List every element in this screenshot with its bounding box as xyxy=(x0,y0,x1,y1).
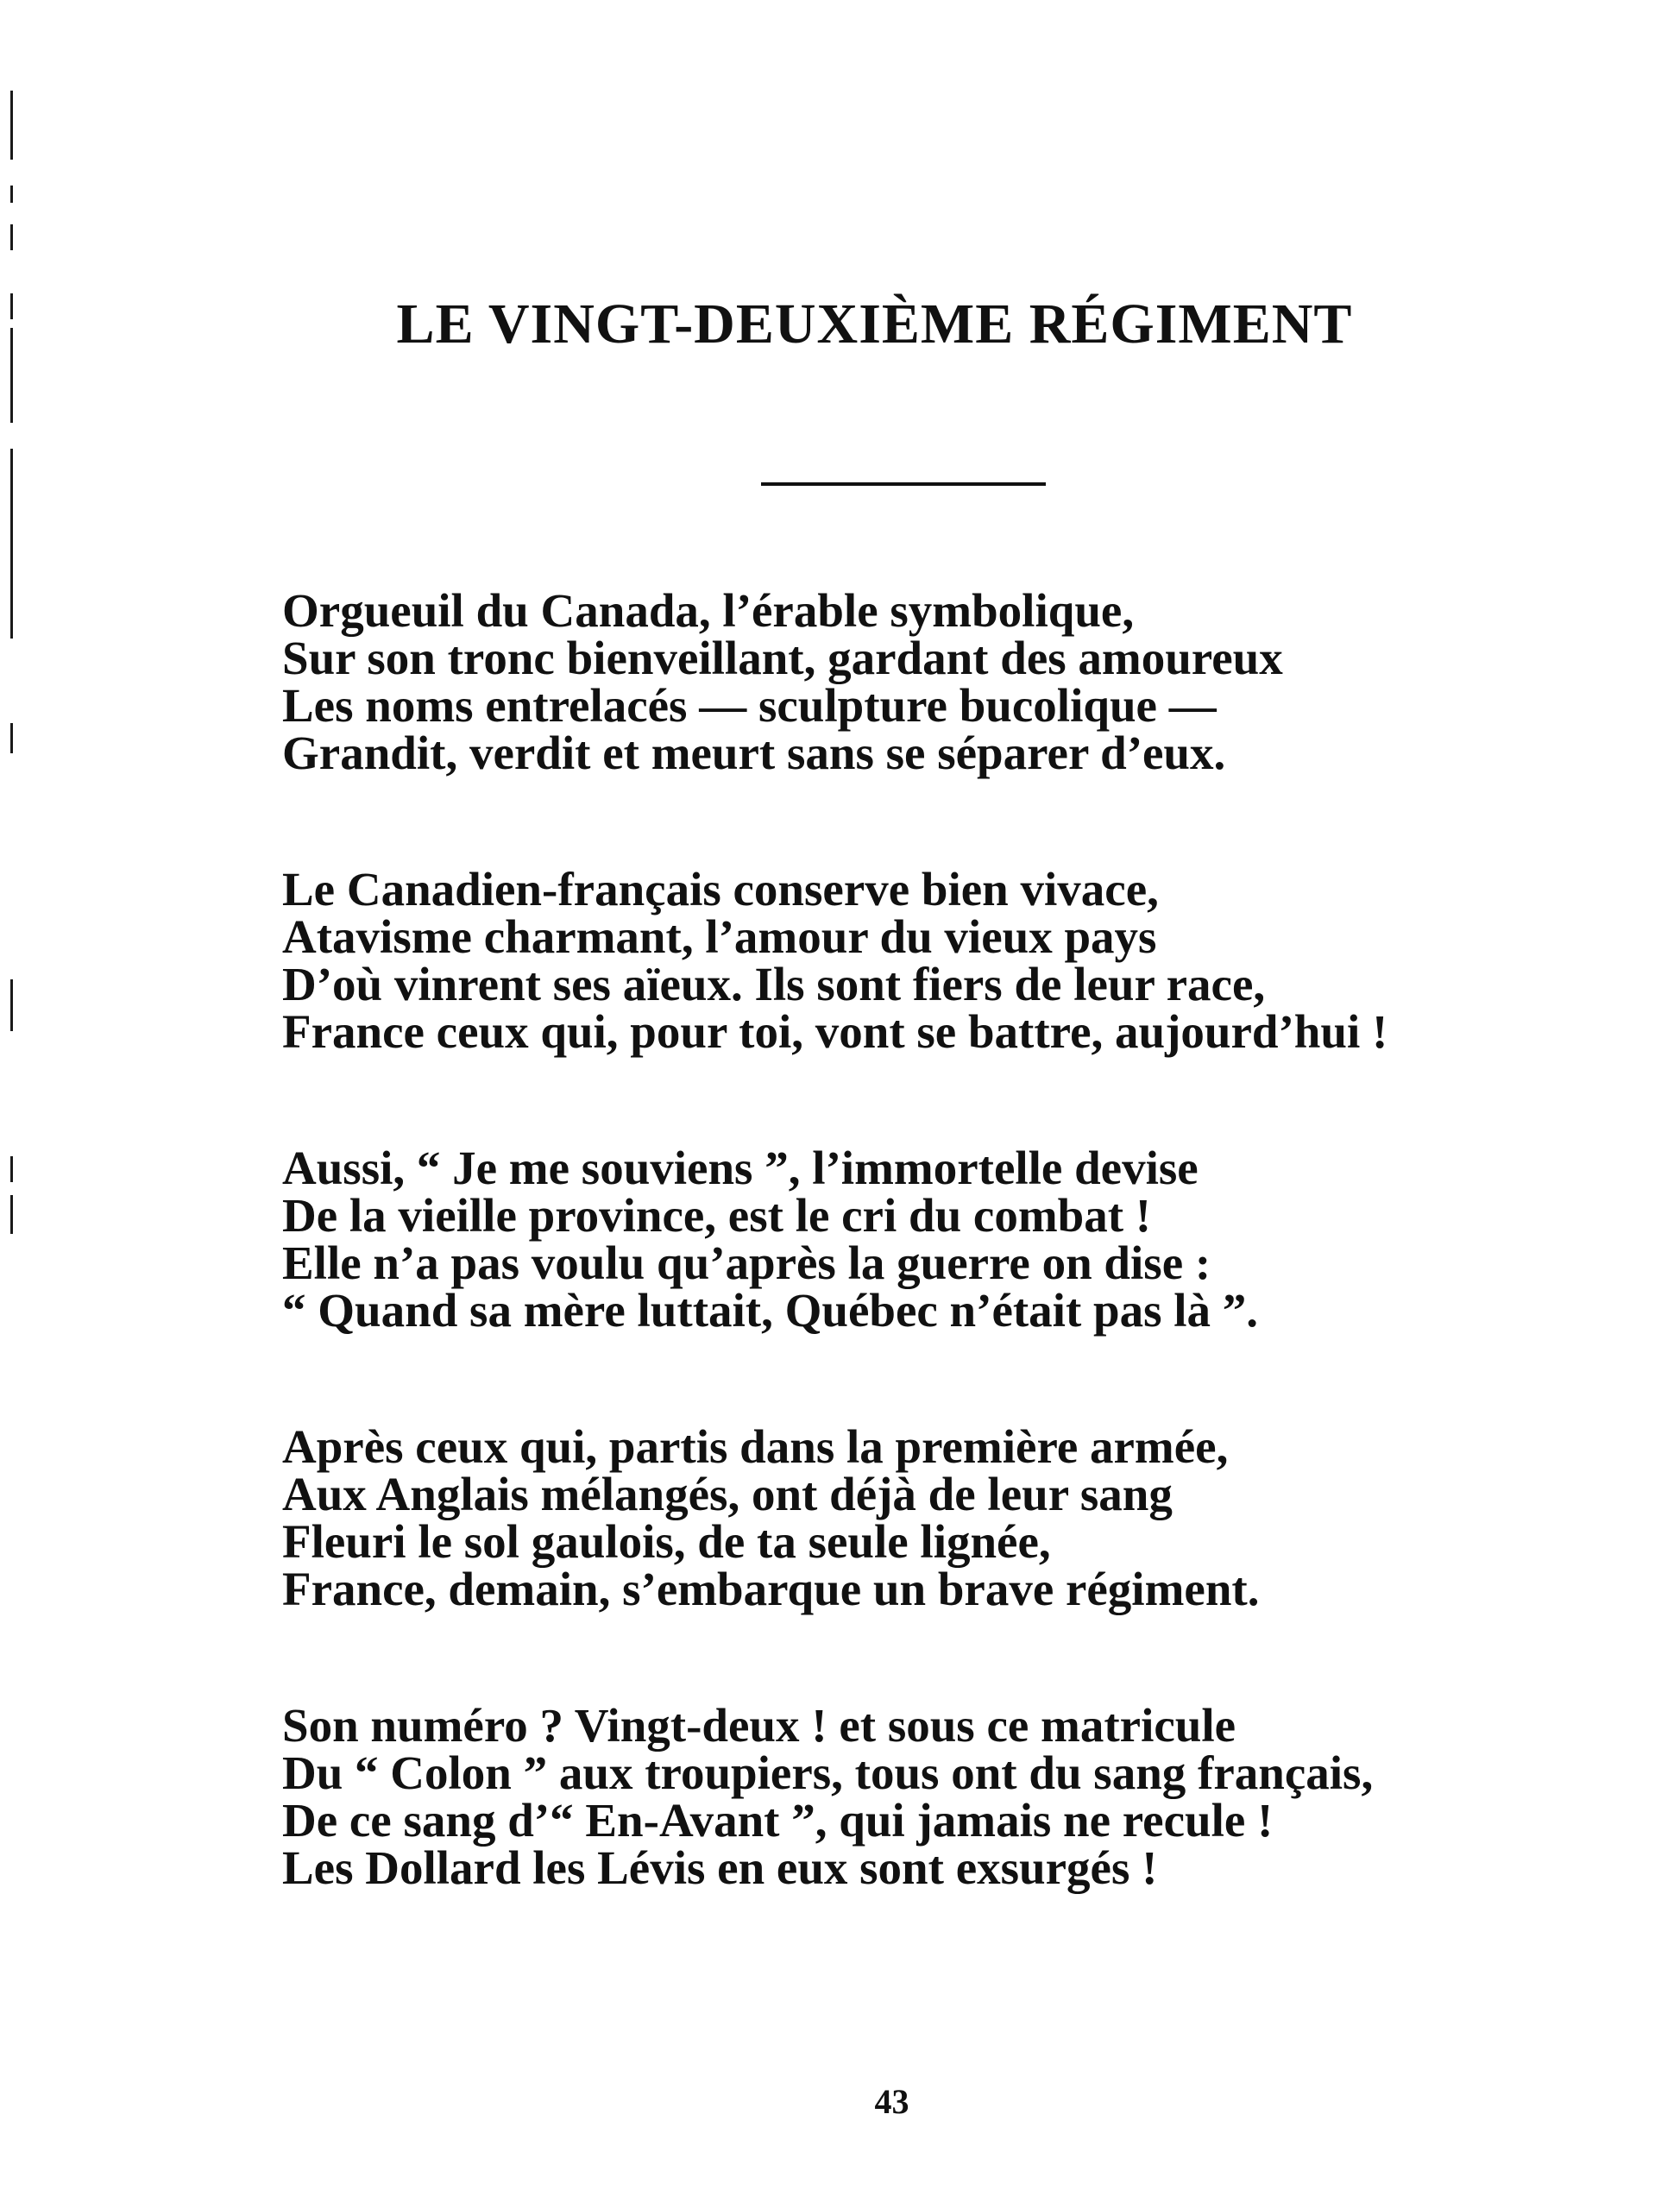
stanza xyxy=(282,1699,1542,1894)
poem-line: France, demain, s’embarque un brave régiment. xyxy=(282,1563,1260,1615)
poem-line: Les Dollard les Lévis en eux sont exsurgés ! xyxy=(282,1841,1158,1894)
poem-line: “ Quand sa mère luttait, Québec n’était pas là ”. xyxy=(282,1284,1259,1337)
poem-line: Son numéro ? Vingt-deux ! et sous ce matricule xyxy=(282,1699,1236,1752)
poem-line: De la vieille province, est le cri du combat ! xyxy=(282,1189,1152,1242)
stanza xyxy=(282,863,1542,1058)
poem-line: Aussi, “ Je me souviens ”, l’immortelle devise xyxy=(282,1142,1199,1194)
stanza xyxy=(282,584,1542,779)
poem-line: Les noms entrelacés — sculpture bucolique — xyxy=(282,679,1217,732)
poem-line: Le Canadien-français conserve bien vivace, xyxy=(282,863,1159,916)
poem-line: Du “ Colon ” aux troupiers, tous ont du sang français, xyxy=(282,1746,1374,1799)
poem-line: Après ceux qui, partis dans la première armée, xyxy=(282,1420,1229,1473)
poem-line: Sur son tronc bienveillant, gardant des amoureux xyxy=(282,632,1283,684)
scan-edge-mark xyxy=(10,1156,13,1182)
scan-edge-mark xyxy=(10,224,13,250)
scan-edge-mark xyxy=(10,91,13,160)
title-divider xyxy=(761,482,1046,486)
page-number: 43 xyxy=(874,2082,909,2121)
poem-body xyxy=(282,584,1542,1980)
poem-line: Fleuri le sol gaulois, de ta seule lignée, xyxy=(282,1515,1051,1568)
poem-line: Orgueuil du Canada, l’érable symbolique, xyxy=(282,584,1135,637)
poem-line: Atavisme charmant, l’amour du vieux pays xyxy=(282,910,1157,963)
poem-line: D’où vinrent ses aïeux. Ils sont fiers de leur race, xyxy=(282,958,1266,1010)
scan-edge-mark xyxy=(10,979,13,1031)
stanza xyxy=(282,1142,1542,1337)
poem-title: LE VINGT-DEUXIÈME RÉGIMENT xyxy=(396,293,1353,356)
poem-line: Aux Anglais mélangés, ont déjà de leur sang xyxy=(282,1468,1173,1520)
poem-line: Grandit, verdit et meurt sans se séparer d’eux. xyxy=(282,727,1226,779)
stanza xyxy=(282,1420,1542,1615)
scan-edge-mark xyxy=(10,449,13,639)
poem-line: De ce sang d’“ En-Avant ”, qui jamais ne recule ! xyxy=(282,1794,1274,1847)
poem-line: France ceux qui, pour toi, vont se battre, aujourd’hui ! xyxy=(282,1005,1388,1058)
scan-edge-mark xyxy=(10,186,13,203)
scan-edge-mark xyxy=(10,723,13,753)
scan-edge-mark xyxy=(10,1195,13,1234)
poem-line: Elle n’a pas voulu qu’après la guerre on dise : xyxy=(282,1236,1211,1289)
